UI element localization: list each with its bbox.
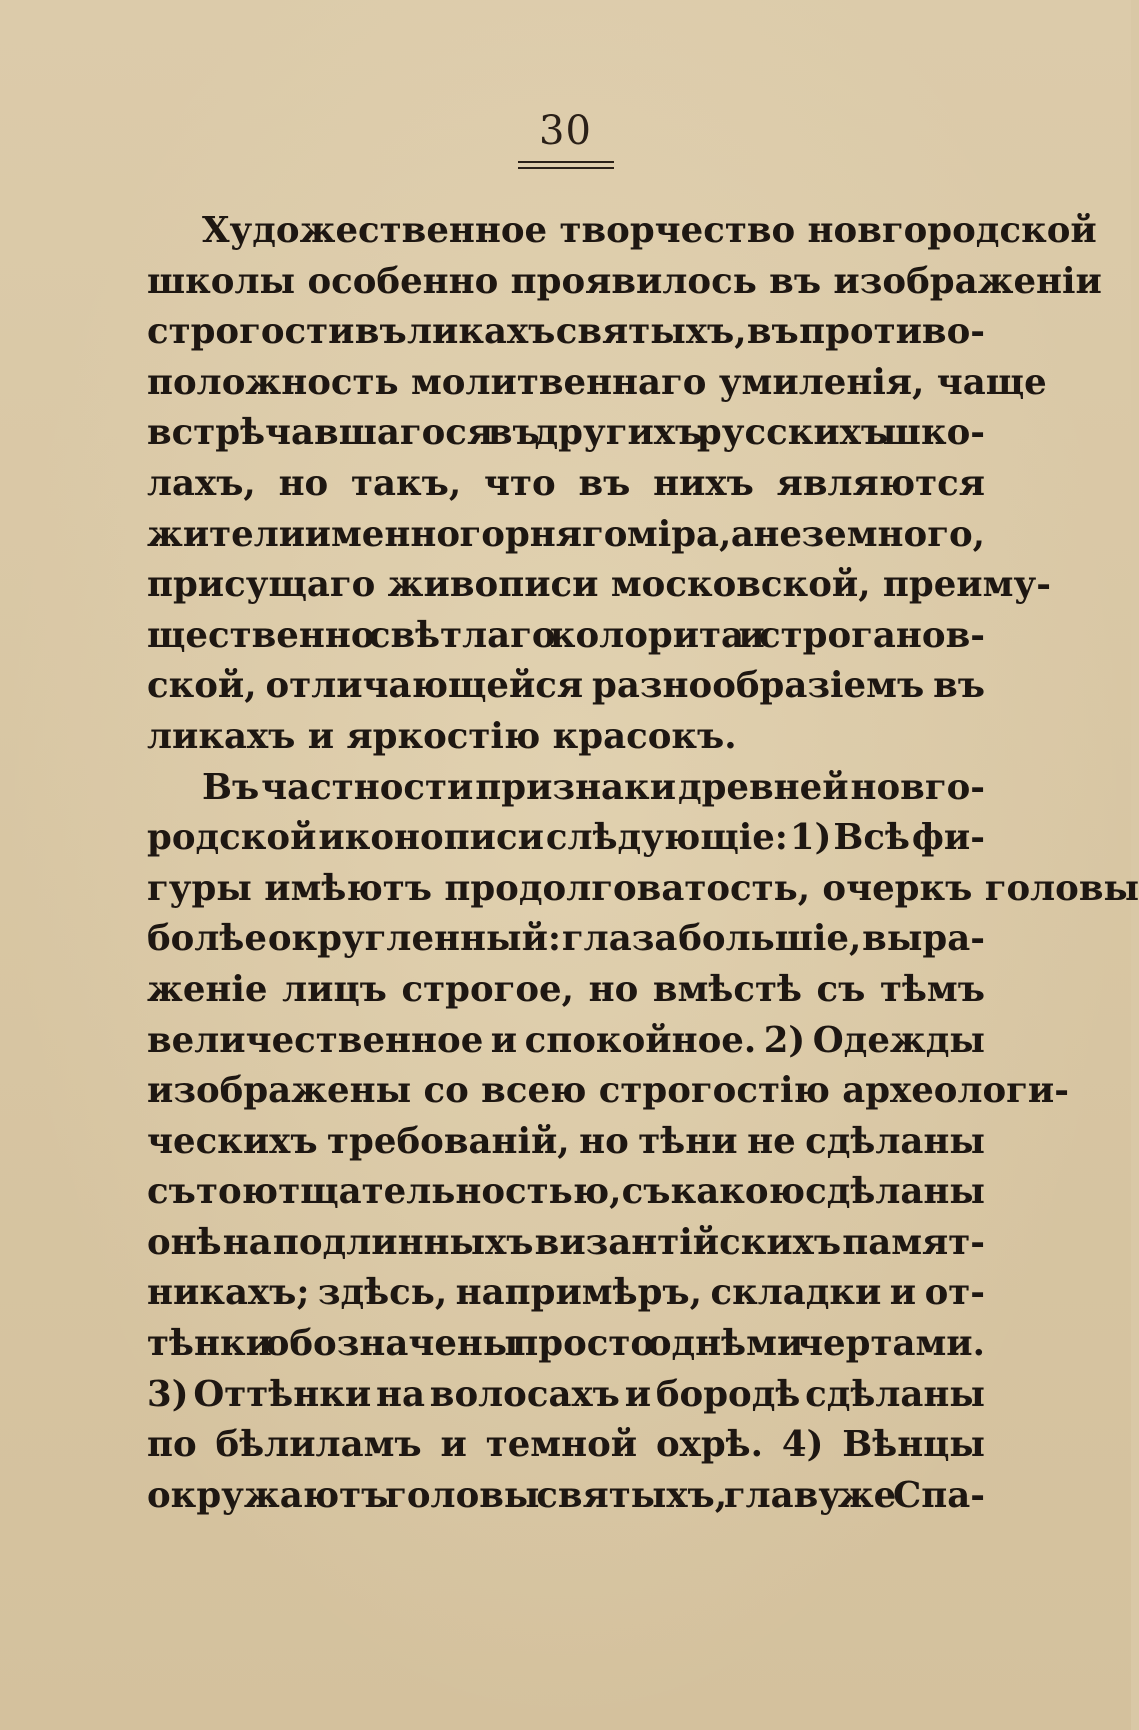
text-line: женіе лицъ строгое, но вмѣстѣ съ тѣмъ: [147, 968, 985, 1010]
text-line: величественное и спокойное. 2) Одежды: [147, 1019, 985, 1061]
text-line: присущаго живописи московской, преиму-: [147, 564, 1051, 606]
text-line: никахъ; здѣсь, напримѣръ, складки и от-: [147, 1272, 985, 1314]
page-number: 30: [539, 108, 592, 154]
text-line: изображены со всею строгостію археологи-: [147, 1070, 1069, 1112]
text-line: родской иконописи слѣдующіе: 1) Всѣ фи-: [147, 817, 985, 859]
text-line: по бѣлиламъ и темной охрѣ. 4) Вѣнцы: [147, 1424, 985, 1466]
text-line: онѣ на подлинныхъ византійскихъ памят-: [147, 1221, 985, 1263]
text-line: съ тою тщательностью, съ какою сдѣланы: [147, 1171, 985, 1213]
page-number-rule-top: [518, 161, 614, 163]
page-number-rule-bottom: [518, 167, 614, 169]
body-text: [147, 206, 1139, 1521]
text-line: 3) Оттѣнки на волосахъ и бородѣ сдѣланы: [147, 1373, 985, 1415]
text-line: встрѣчавшагося въ другихъ русскихъ шко-: [147, 412, 985, 454]
text-line: строгости въ ликахъ святыхъ, въ противо-: [147, 311, 985, 353]
text-line: щественно свѣтлаго колорита и строганов-: [147, 614, 985, 656]
text-line: Въ частности признаки древней новго-: [202, 766, 985, 808]
text-line: гуры имѣютъ продолговатость, очеркъ головы: [147, 867, 1139, 909]
text-line: лахъ, но такъ, что въ нихъ являются: [147, 462, 985, 504]
text-line: болѣе округленный: глаза большіе, выра-: [147, 918, 985, 960]
text-line: школы особенно проявилось въ изображеніи: [147, 260, 1102, 302]
text-line: жители именно горняго міра, а не земного,: [147, 513, 985, 555]
text-line: ской, отличающейся разнообразіемъ въ: [147, 665, 985, 707]
text-line: ческихъ требованій, но тѣни не сдѣланы: [147, 1120, 985, 1162]
text-line: ликахъ и яркостію красокъ.: [147, 715, 737, 757]
text-line: окружаютъ головы святыхъ, главу же Спа-: [147, 1474, 985, 1516]
text-line: Художественное творчество новгородской: [202, 210, 1097, 251]
text-line: положность молитвеннаго умиленія, чаще: [147, 361, 1047, 403]
text-line: тѣнки обозначены просто однѣми чертами.: [147, 1323, 985, 1365]
